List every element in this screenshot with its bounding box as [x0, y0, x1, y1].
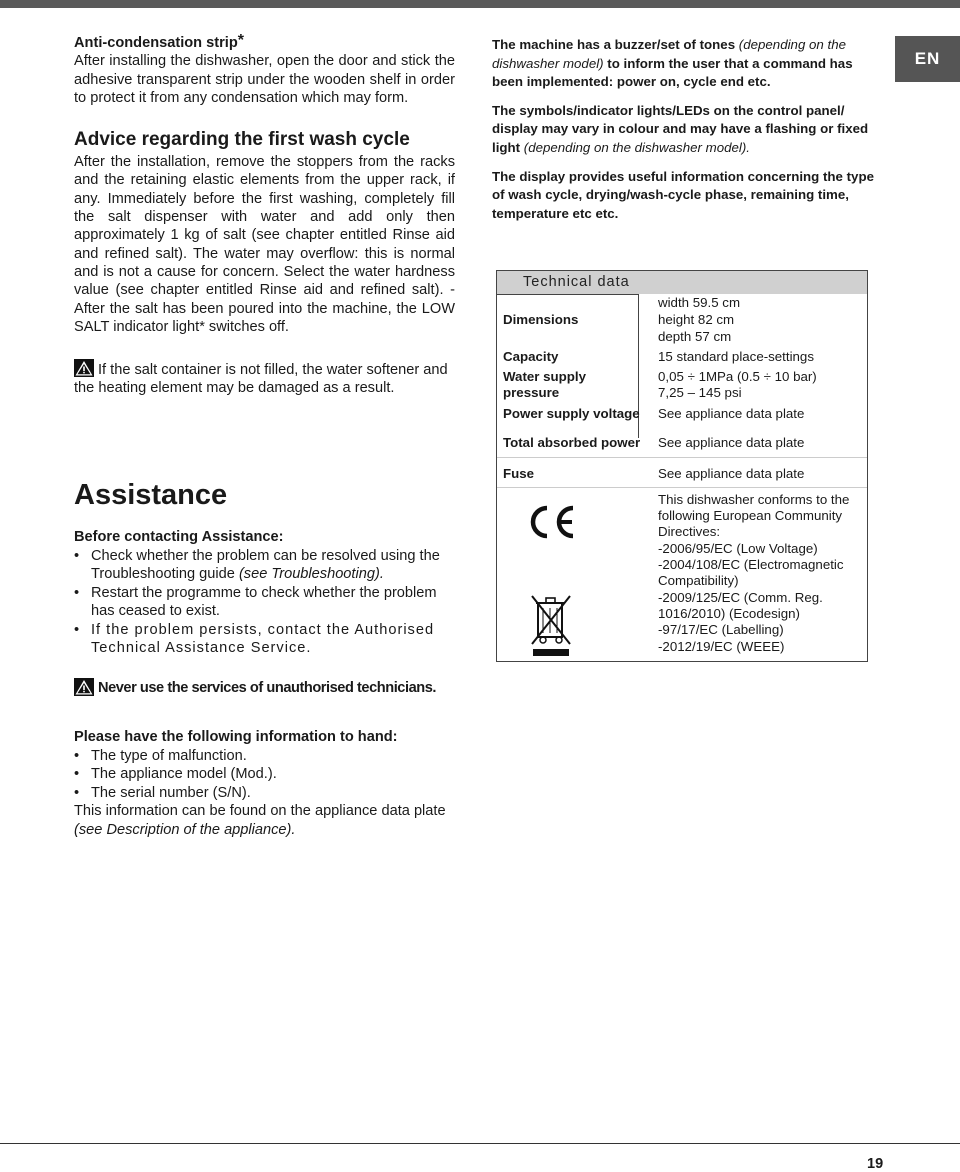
fuse-value: See appliance data plate — [658, 466, 805, 481]
ce-mark-icon — [525, 502, 579, 542]
assistance-section — [74, 528, 459, 658]
strip-star: * — [237, 32, 245, 49]
fuse-label: Fuse — [503, 466, 535, 481]
info-list — [74, 747, 474, 803]
width-value: width 59.5 cm — [658, 295, 741, 310]
right-column — [492, 36, 874, 223]
salt-warning — [74, 359, 455, 398]
advice-title: Advice regarding the first wash cycle — [74, 129, 410, 151]
height-value: height 82 cm — [658, 312, 735, 327]
buzzer-paragraph — [492, 36, 874, 92]
bullet-italic: (see Troubleshooting). — [238, 566, 384, 582]
buzzer-italic: (depending on the dishwasher model) — [492, 37, 847, 71]
list-item: • If the problem persists, contact the Authorised Technical Assistance Service. — [74, 621, 459, 658]
leds-italic: (depending on the dishwasher model). — [523, 139, 750, 155]
never-warning — [74, 678, 436, 696]
capacity-label: Capacity — [503, 349, 559, 364]
strip-title: Anti-condensation strip — [74, 35, 238, 51]
leds-text: The symbols/indicator lights/LEDs on the control panel/ display may vary in colour and may have a flashing or fixed light — [492, 102, 869, 155]
top-bar — [0, 0, 960, 8]
list-item: • Restart the programme to check whether the problem has ceased to exist. — [74, 584, 459, 621]
conformity-line: -97/17/EC (Labelling) — [658, 622, 784, 637]
divider — [497, 457, 867, 458]
list-item: • The appliance model (Mod.). — [74, 765, 474, 784]
page-number: 19 — [867, 1156, 884, 1172]
footer-rule — [0, 1143, 960, 1144]
leds-paragraph — [492, 102, 874, 158]
water-value-2: 7,25 – 145 psi — [658, 385, 742, 400]
absorbed-label: Total absorbed power — [503, 435, 641, 450]
divider — [497, 294, 638, 295]
bullet-text: Check whether the problem can be resolved using the Troubleshooting guide — [91, 547, 440, 582]
water-value-1: 0,05 ÷ 1MPa (0.5 ÷ 10 bar) — [658, 369, 817, 384]
info-footer-italic: (see Description of the appliance). — [74, 821, 296, 838]
display-paragraph: The display provides useful information concerning the type of wash cycle, drying/wash-cycle phase, remaining time, temperature etc etc. — [492, 168, 874, 221]
info-footer-text: This information can be found on the appliance data plate — [74, 803, 446, 819]
buzzer-text-a: The machine has a buzzer/set of tones — [492, 37, 739, 52]
conformity-line: This dishwasher conforms to the — [658, 492, 850, 507]
before-heading: Before contacting Assistance: — [74, 529, 284, 545]
weee-bin-icon — [529, 593, 573, 657]
left-column — [74, 34, 455, 398]
conformity-line: following European Community — [658, 508, 843, 523]
info-section — [74, 728, 474, 839]
list-item: • The type of malfunction. — [74, 747, 474, 766]
buzzer-text-b: to inform the user that a command has been implemented: power on, cycle end etc. — [492, 55, 853, 90]
salt-warning-text: If the salt container is not filled, the water softener and the heating element may be damaged as a result. — [74, 362, 448, 397]
technical-data-table — [496, 270, 868, 662]
conformity-line: -2004/108/EC (Electromagnetic — [658, 557, 844, 572]
warning-icon — [74, 678, 94, 696]
water-label-2: pressure — [503, 385, 560, 400]
power-label: Power supply voltage — [503, 406, 640, 421]
power-value: See appliance data plate — [658, 406, 805, 421]
water-label-1: Water supply — [503, 369, 586, 384]
never-text: Never use the services of unauthorised technicians. — [98, 680, 436, 696]
language-tab: EN — [895, 36, 960, 82]
info-heading: Please have the following information to hand: — [74, 729, 398, 745]
depth-value: depth 57 cm — [658, 329, 732, 344]
conformity-line: -2012/19/EC (WEEE) — [658, 639, 785, 654]
conformity-line: Directives: — [658, 524, 721, 539]
strip-text: After installing the dishwasher, open the door and stick the adhesive transparent strip under the wooden shelf in order to protect it from any condensation which may form. — [74, 53, 455, 106]
table-header — [497, 271, 867, 294]
info-footer — [74, 802, 474, 839]
dimensions-label: Dimensions — [503, 312, 579, 327]
conformity-line: Compatibility) — [658, 573, 739, 588]
absorbed-value: See appliance data plate — [658, 435, 805, 450]
list-item: • The serial number (S/N). — [74, 784, 474, 803]
table-title: Technical data — [523, 274, 630, 290]
assistance-title: Assistance — [74, 479, 228, 511]
list-item — [74, 547, 459, 584]
capacity-value: 15 standard place-settings — [658, 349, 814, 364]
divider — [497, 487, 867, 488]
conformity-line: -2006/95/EC (Low Voltage) — [658, 541, 818, 556]
strip-heading — [74, 34, 455, 52]
warning-icon — [74, 359, 94, 377]
advice-text: After the installation, remove the stoppers from the racks and the retaining elastic elements from the upper rack, if any. Immediately before the first washing, completely fill the salt dispenser with water and add only then approximately 1 kg of salt (see chapter entitled Rinse aid and refined salt). The water may overflow: this is normal and is not a cause for concern. Select the water hardness value (see chapter entitled Rinse aid and refined salt). - After the salt has been poured into the machine, the LOW SALT indicator light* switches off. — [74, 154, 455, 335]
conformity-line: -2009/125/EC (Comm. Reg. — [658, 590, 823, 605]
conformity-line: 1016/2010) (Ecodesign) — [658, 606, 800, 621]
before-list — [74, 547, 459, 658]
